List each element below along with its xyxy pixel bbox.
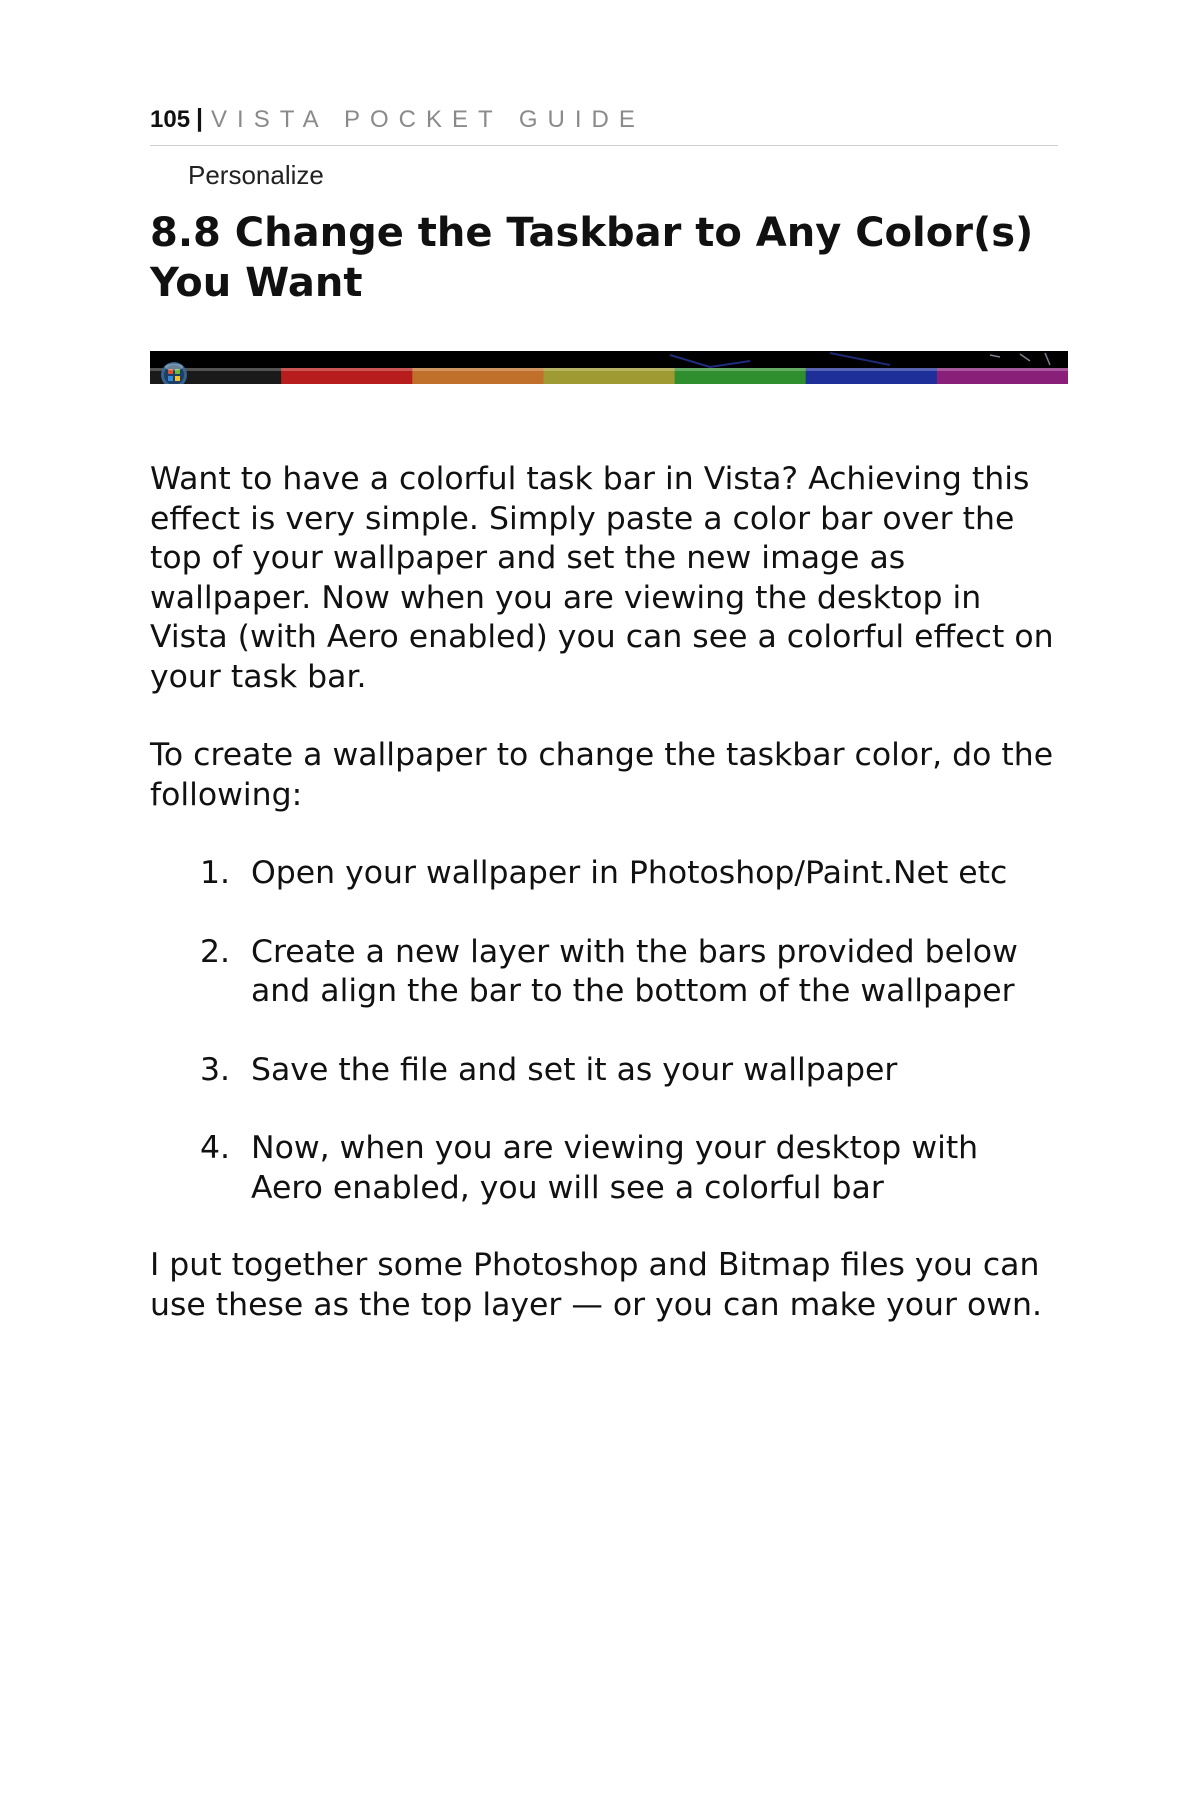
header-separator: | [196, 104, 204, 132]
taskbar-gloss [150, 368, 1068, 371]
step-number: 1. [200, 855, 231, 891]
intro-paragraph: Want to have a colorful task bar in Vista? Achieving this effect is very simple. Simply paste a color bar over the top of your wallpaper and set the new image as wallpaper. Now when you are viewing the desktop in Vista (with Aero enabled) you can see a colorful effect on your task bar. [150, 461, 1054, 695]
page-number: 105 [150, 106, 191, 133]
step-number: 3. [200, 1051, 231, 1088]
step-item [150, 1129, 1055, 1208]
step-text: Now, when you are viewing your desktop with Aero enabled, you will see a colorful bar [251, 1130, 979, 1206]
step-item [150, 1051, 1055, 1091]
step-number: 2. [200, 933, 231, 970]
running-header [150, 100, 1058, 146]
book-title: VISTA POCKET GUIDE [211, 106, 645, 133]
step-text: Create a new layer with the bars provided below and align the bar to the bottom of the wallpaper [251, 933, 1018, 1009]
step-text: Open your wallpaper in Photoshop/Paint.Net etc [251, 855, 1008, 891]
section-label: Personalize [188, 160, 324, 190]
chapter-title: 8.8 Change the Taskbar to Any Color(s) You Want [150, 210, 1034, 306]
closing-paragraph: I put together some Photoshop and Bitmap files you can use these as the top layer — or you can make your own. [150, 1247, 1042, 1323]
step-text: Save the file and set it as your wallpaper [251, 1051, 898, 1088]
lead-paragraph: To create a wallpaper to change the taskbar color, do the following: [150, 737, 1054, 813]
step-item [150, 854, 1055, 894]
taskbar-figure [150, 351, 1068, 384]
taskbar-image [150, 351, 1068, 384]
step-item [150, 933, 1055, 1012]
steps-list [150, 854, 1055, 1247]
step-number: 4. [200, 1130, 231, 1166]
